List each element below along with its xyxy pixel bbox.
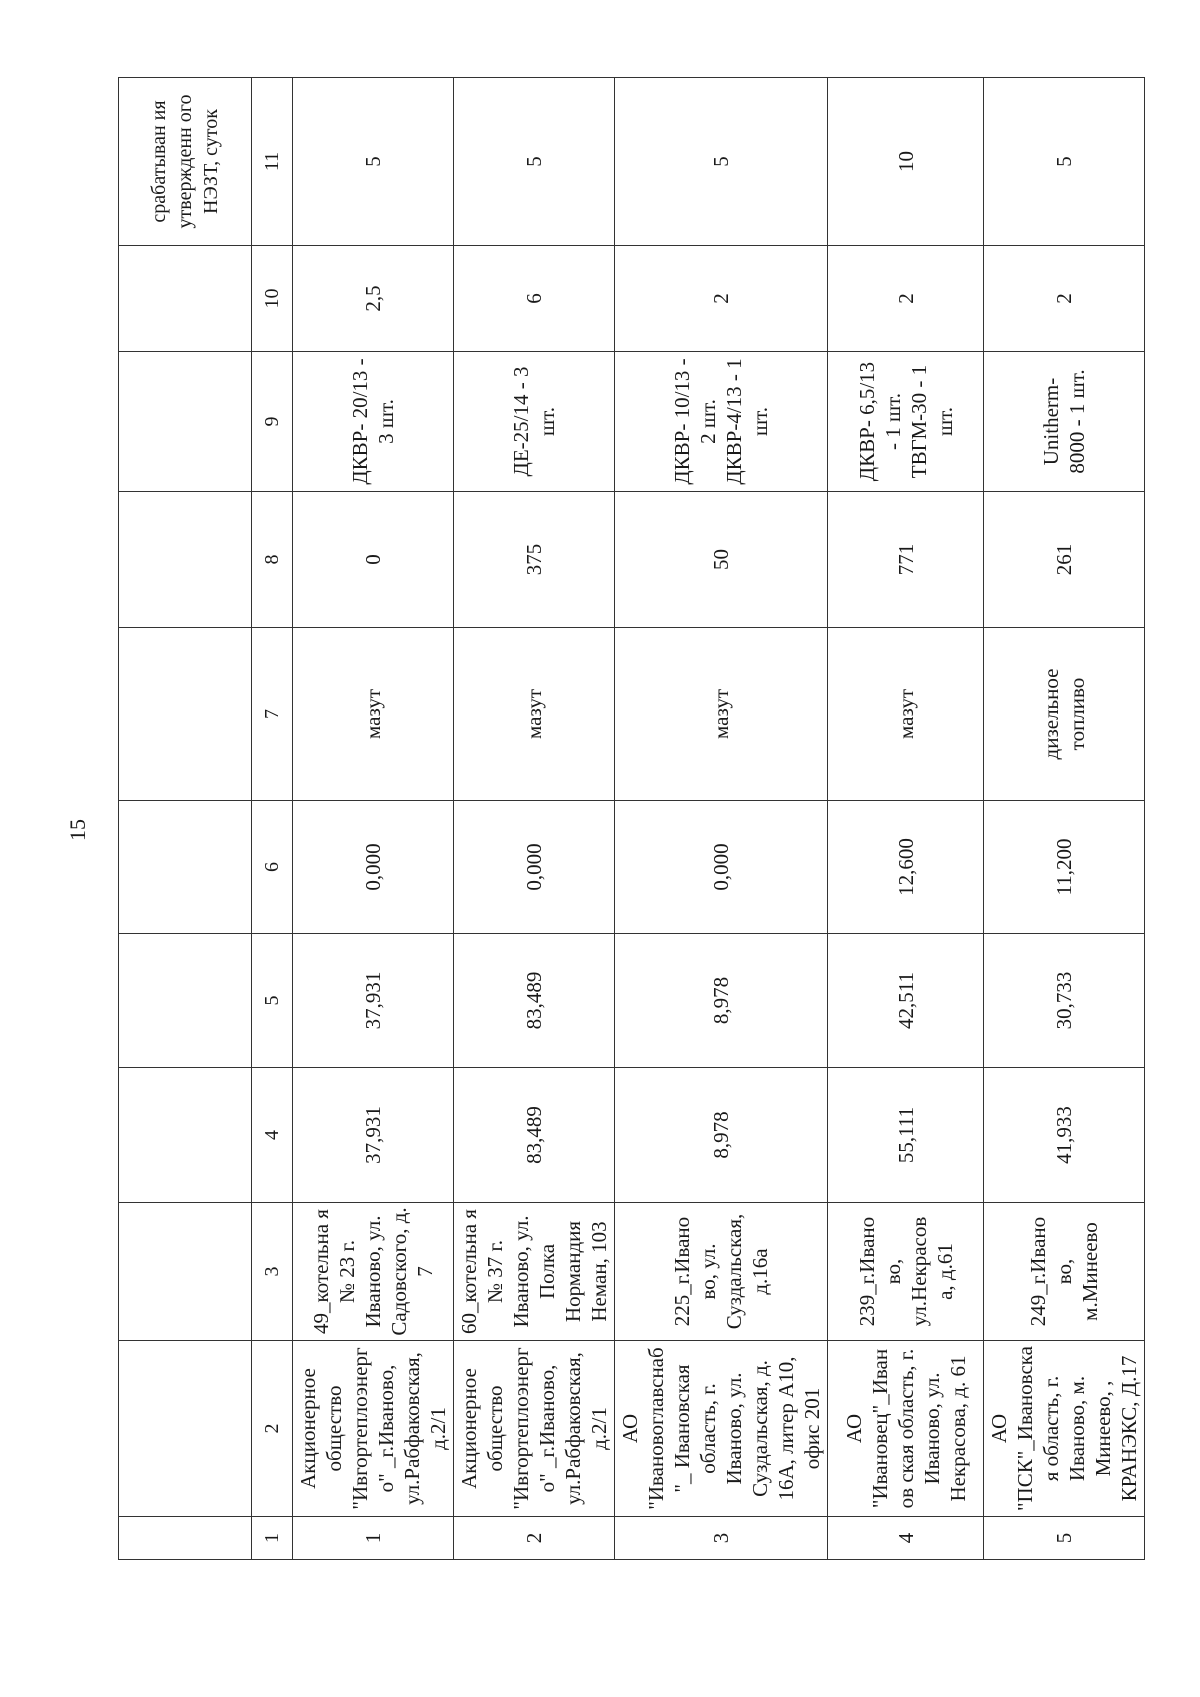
fuel-type-cell: мазут [454, 628, 615, 801]
header-row [119, 78, 252, 1560]
value-cell-4: 55,111 [828, 1068, 984, 1203]
value-cell-5: 42,511 [828, 934, 984, 1068]
table-row [615, 78, 828, 1560]
header-cell-11: срабатыван ия утвержденн ого НЭЗТ, суток [119, 78, 252, 246]
value-cell-10: 2 [828, 246, 984, 352]
value-cell-10: 2,5 [293, 246, 454, 352]
boilers-cell: ДКВР- 10/13 - 2 шт. ДКВР-4/13 - 1 шт. [615, 352, 828, 492]
fuel-type-cell: мазут [828, 628, 984, 801]
organization-cell: Акционерное общество "Ивгортеплоэнерго" _г.Иваново, ул.Рабфаковская, д.2/1 [293, 1341, 454, 1517]
value-cell-4: 83,489 [454, 1068, 615, 1203]
boilers-cell: ДЕ-25/14 - 3 шт. [454, 352, 615, 492]
header-cell-4 [119, 1068, 252, 1203]
value-cell-6: 11,200 [984, 801, 1145, 934]
fuel-type-cell: мазут [293, 628, 454, 801]
boilers-cell: ДКВР- 20/13 - 3 шт. [293, 352, 454, 492]
organization-cell: АО "Ивановец"_Иванов ская область, г. Иваново, ул. Некрасова, д. 61 [828, 1341, 984, 1517]
col-number: 4 [252, 1068, 293, 1203]
boilers-cell: ДКВР- 6,5/13 - 1 шт. ТВГМ-30 - 1 шт. [828, 352, 984, 492]
header-cell-9 [119, 352, 252, 492]
col-number: 8 [252, 492, 293, 628]
header-cell-6 [119, 801, 252, 934]
row-number-cell: 5 [984, 1517, 1145, 1560]
header-cell-5 [119, 934, 252, 1068]
source-cell: 225_г.Ивано во, ул. Суздальская, д.16а [615, 1203, 828, 1341]
header-cell-8 [119, 492, 252, 628]
col-number: 7 [252, 628, 293, 801]
table-row [454, 78, 615, 1560]
value-cell-5: 30,733 [984, 934, 1145, 1068]
header-cell-1 [119, 1517, 252, 1560]
page-number [65, 818, 90, 844]
table-row [984, 78, 1145, 1560]
value-cell-8: 375 [454, 492, 615, 628]
page-number-text: 15 [65, 819, 90, 841]
value-cell-8: 261 [984, 492, 1145, 628]
header-cell-10 [119, 246, 252, 352]
col-number: 1 [252, 1517, 293, 1560]
col-number: 3 [252, 1203, 293, 1341]
value-cell-6: 0,000 [615, 801, 828, 934]
header-cell-7 [119, 628, 252, 801]
header-cell-3 [119, 1203, 252, 1341]
value-cell-6: 0,000 [293, 801, 454, 934]
boilers-cell: Unitherm- 8000 - 1 шт. [984, 352, 1145, 492]
table-rotation-wrapper [118, 78, 1141, 1560]
days-cell: 10 [828, 78, 984, 246]
value-cell-5: 8,978 [615, 934, 828, 1068]
days-cell: 5 [454, 78, 615, 246]
value-cell-6: 0,000 [454, 801, 615, 934]
value-cell-10: 2 [984, 246, 1145, 352]
table-row [293, 78, 454, 1560]
days-cell: 5 [984, 78, 1145, 246]
fuel-type-cell: мазут [615, 628, 828, 801]
fuel-reserve-table [118, 77, 1145, 1560]
source-cell: 249_г.Ивано во, м.Минеево [984, 1203, 1145, 1341]
row-number-cell: 4 [828, 1517, 984, 1560]
organization-cell: Акционерное общество "Ивгортеплоэнерго" _г.Иваново, ул.Рабфаковская, д.2/1 [454, 1341, 615, 1517]
col-number: 9 [252, 352, 293, 492]
col-number: 6 [252, 801, 293, 934]
source-cell: 60_котельна я № 37 г. Иваново, ул. Полка Нормандия Неман, 103 [454, 1203, 615, 1341]
fuel-type-cell: дизельное топливо [984, 628, 1145, 801]
value-cell-10: 6 [454, 246, 615, 352]
value-cell-4: 37,931 [293, 1068, 454, 1203]
col-number: 11 [252, 78, 293, 246]
organization-cell: АО "Ивановоглавснаб"_ Ивановская область, г. Иваново, ул. Суздальская, д. 16А, литер А10, офис 201 [615, 1341, 828, 1517]
source-cell: 239_г.Ивано во, ул.Некрасов а, д.61 [828, 1203, 984, 1341]
col-number: 2 [252, 1341, 293, 1517]
days-cell: 5 [615, 78, 828, 246]
value-cell-8: 50 [615, 492, 828, 628]
organization-cell: АО "ПСК"_Ивановская область, г. Иваново, м. Минеево, , КРАНЭКС, Д.17 [984, 1341, 1145, 1517]
column-number-row [252, 78, 293, 1560]
value-cell-5: 83,489 [454, 934, 615, 1068]
row-number-cell: 3 [615, 1517, 828, 1560]
value-cell-5: 37,931 [293, 934, 454, 1068]
row-number-cell: 2 [454, 1517, 615, 1560]
value-cell-6: 12,600 [828, 801, 984, 934]
rotated-table-container [118, 78, 1141, 1560]
value-cell-4: 8,978 [615, 1068, 828, 1203]
source-cell: 49_котельна я № 23 г. Иваново, ул. Садовского, д. 7 [293, 1203, 454, 1341]
value-cell-4: 41,933 [984, 1068, 1145, 1203]
days-cell: 5 [293, 78, 454, 246]
header-cell-2 [119, 1341, 252, 1517]
col-number: 10 [252, 246, 293, 352]
value-cell-8: 0 [293, 492, 454, 628]
value-cell-8: 771 [828, 492, 984, 628]
table-row [828, 78, 984, 1560]
value-cell-10: 2 [615, 246, 828, 352]
row-number-cell: 1 [293, 1517, 454, 1560]
col-number: 5 [252, 934, 293, 1068]
